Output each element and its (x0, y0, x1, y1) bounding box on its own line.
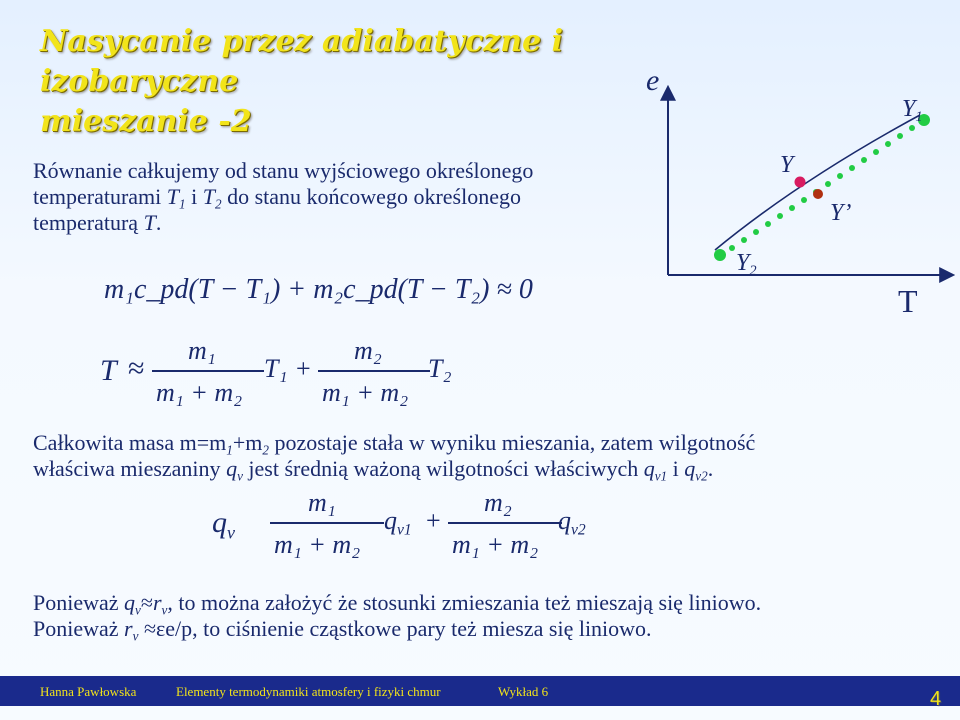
mass-paragraph (33, 430, 933, 482)
y-axis-label: e (646, 64, 660, 97)
eq3-lhs: $q_v$ (212, 506, 235, 543)
label-Yprime: Y’ (830, 200, 852, 226)
equation-energy-balance (104, 274, 533, 306)
eq3-q1: $q_{v1}$ (384, 506, 412, 539)
point-Yprime (813, 189, 823, 199)
mass-line-2: właściwa mieszaniny $q_v$ jest średnią ważoną wilgotności właściwych $q_{v1}$ i $q_{v2}$. (33, 456, 714, 484)
slide-title (40, 22, 640, 142)
footer-author: Hanna Pawłowska (40, 684, 137, 699)
title-line-2: mieszanie -2 (40, 104, 252, 139)
conclusion-line-2: Ponieważ $r_v \approx\varepsilon e/p$, to ciśnienie cząstkowe pary też miesza się liniowo. (33, 616, 652, 644)
page-number: 4 (930, 688, 942, 710)
mixing-line-dots (717, 117, 927, 258)
footer-bar (0, 676, 960, 706)
label-Y1: $Y_1$ (902, 96, 923, 126)
point-Y (795, 177, 806, 188)
title-line-1: Nasycanie przez adiabatyczne i izobaryczne (40, 24, 564, 99)
conclusion-paragraph (33, 590, 933, 642)
equation-temperature: T ≈ m₁ m₁ + m₂ T₁ + m₂ m₁ + m₂ T₂ (100, 336, 452, 407)
point-Y2 (714, 249, 726, 261)
label-Y2: $Y_2$ (736, 250, 757, 280)
equation-energy-balance-text: m₁c_pd(T − T₁) + m₂c_pd(T − T₂) ≈ 0 (104, 274, 533, 305)
intro-line-1: Równanie całkujemy od stanu wyjściowego określonego (33, 158, 534, 183)
footer-course: Elementy termodynamiki atmosfery i fizyki chmur (176, 684, 441, 699)
footer-lecture: Wykład 6 (498, 684, 549, 699)
label-Y: Y (780, 152, 794, 178)
conclusion-line-1: Ponieważ $q_v\approx r_v$, to można założyć że stosunki zmieszania też mieszają się liniowo. (33, 590, 762, 618)
saturation-curve (715, 115, 920, 250)
mass-line-1: Całkowita masa $m=m_1+m_2$ pozostaje stała w wyniku mieszania, zatem wilgotność (33, 430, 756, 458)
intro-paragraph (33, 158, 653, 236)
x-axis-label: T (898, 283, 918, 319)
equation-humidity: $q_v$ m₁ m₁ + m₂ $q_{v1}$ + m₂ m₁ + m₂ $q_{v2}$ (212, 488, 586, 559)
eq3-q2: $q_{v2}$ (558, 506, 586, 539)
intro-line-2: temperaturami $T_1$ i $T_2$ do stanu końcowego określonego (33, 184, 521, 212)
intro-line-3: temperaturą T. (33, 210, 162, 235)
